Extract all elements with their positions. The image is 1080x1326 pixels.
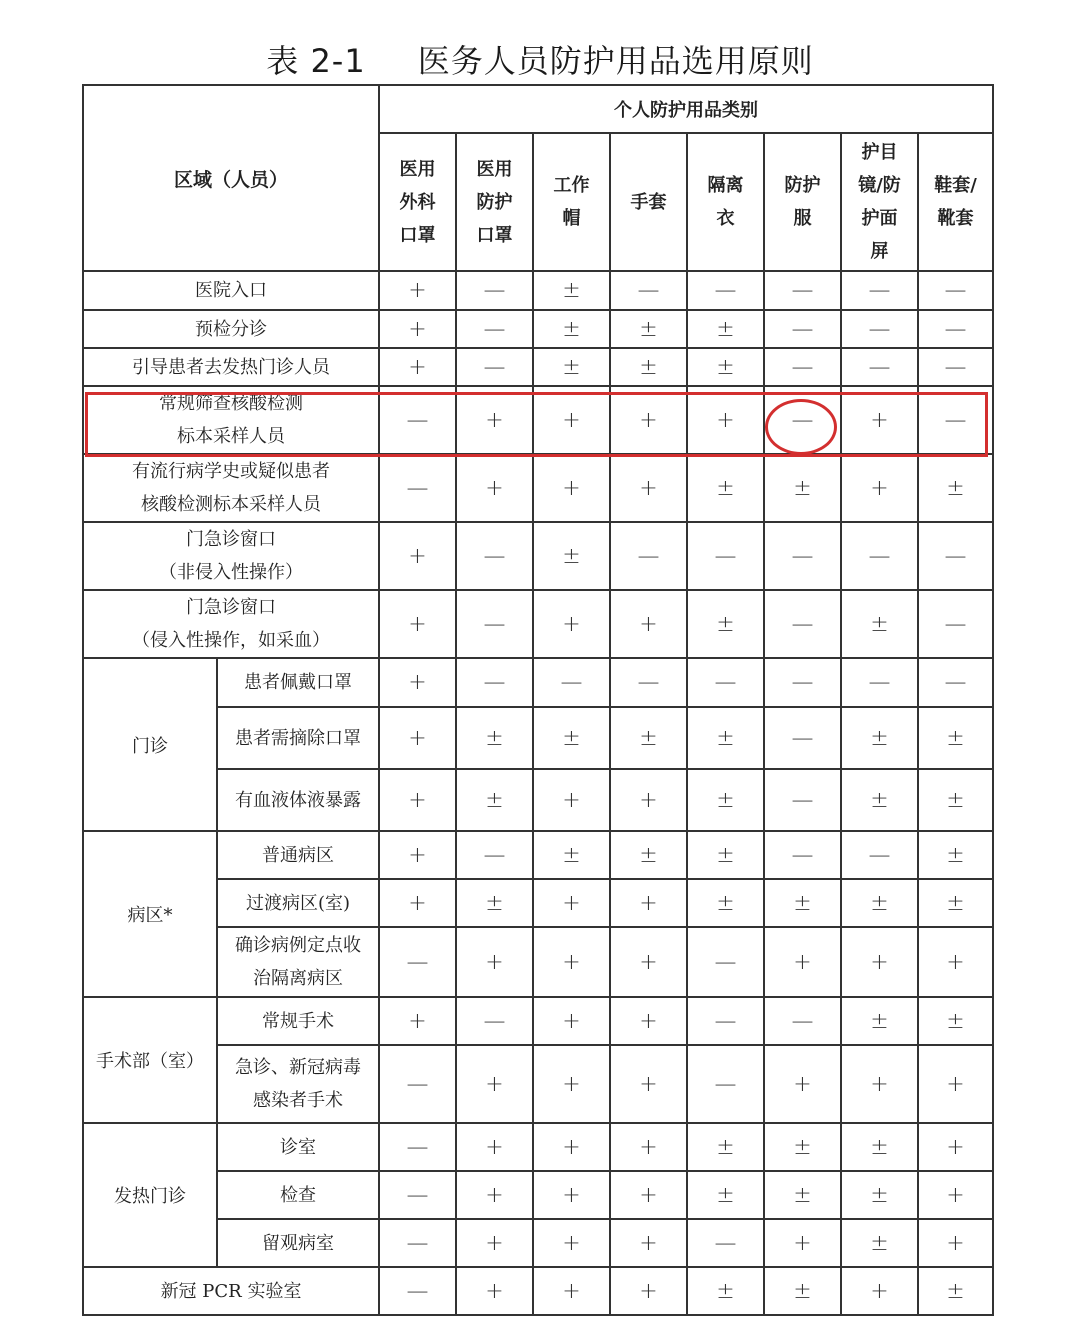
mark-cell: +: [533, 927, 610, 997]
mark-cell: —: [918, 522, 993, 590]
mark-cell: +: [918, 1123, 993, 1171]
text-line: 感染者手术: [253, 1090, 343, 1111]
table-row: [83, 1123, 993, 1171]
column-header: 隔离衣: [687, 133, 764, 271]
mark-cell: +: [610, 590, 687, 658]
mark-cell: ±: [456, 769, 533, 831]
group-label-cell: 发热门诊: [83, 1123, 217, 1267]
mark-cell: +: [610, 454, 687, 522]
text-line: 门急诊窗口: [186, 529, 276, 550]
mark-cell: —: [764, 522, 841, 590]
mark-cell: ±: [533, 522, 610, 590]
mark-cell: ±: [687, 454, 764, 522]
mark-cell: —: [687, 522, 764, 590]
mark-cell: ±: [841, 707, 918, 769]
table-row: [83, 1171, 993, 1219]
table-title-text: 医务人员防护用品选用原则: [417, 42, 814, 80]
area-cell: 新冠 PCR 实验室: [83, 1267, 379, 1315]
text-line: 标本采样人员: [177, 426, 285, 447]
mark-cell: ±: [841, 1123, 918, 1171]
mark-cell: +: [533, 997, 610, 1045]
table-row: [83, 310, 993, 348]
mark-cell: ±: [841, 1219, 918, 1267]
mark-cell: —: [841, 271, 918, 310]
mark-cell: +: [918, 1219, 993, 1267]
mark-cell: —: [841, 310, 918, 348]
sub-area-cell: [217, 1045, 379, 1123]
mark-cell: —: [687, 927, 764, 997]
sub-area-cell: 检查: [217, 1171, 379, 1219]
mark-cell: +: [610, 1171, 687, 1219]
mark-cell: +: [456, 1267, 533, 1315]
mark-cell: +: [841, 1045, 918, 1123]
mark-cell: ±: [841, 997, 918, 1045]
mark-cell: +: [610, 1045, 687, 1123]
mark-cell: ±: [687, 310, 764, 348]
mark-cell: +: [610, 879, 687, 927]
mark-cell: —: [764, 769, 841, 831]
mark-cell: +: [533, 769, 610, 831]
text-line: 有流行病学史或疑似患者: [132, 461, 330, 482]
mark-cell: +: [533, 1045, 610, 1123]
area-cell: [83, 590, 379, 658]
sub-area-cell: 普通病区: [217, 831, 379, 879]
mark-cell: +: [456, 927, 533, 997]
area-cell: 医院入口: [83, 271, 379, 310]
mark-cell: —: [764, 658, 841, 707]
mark-cell: —: [687, 1219, 764, 1267]
column-header: 工作帽: [533, 133, 610, 271]
sub-area-cell: 留观病室: [217, 1219, 379, 1267]
mark-cell: ±: [764, 879, 841, 927]
mark-cell: ±: [533, 831, 610, 879]
mark-cell: +: [456, 386, 533, 454]
page-title: [0, 36, 1080, 82]
mark-cell: —: [687, 1045, 764, 1123]
mark-cell: ±: [610, 348, 687, 386]
mark-cell: +: [456, 1123, 533, 1171]
column-header: 手套: [610, 133, 687, 271]
ppe-table: [82, 84, 994, 1316]
mark-cell: ±: [687, 879, 764, 927]
mark-cell: ±: [687, 831, 764, 879]
mark-cell: ±: [841, 1171, 918, 1219]
table-row: [83, 386, 993, 454]
mark-cell: +: [764, 1219, 841, 1267]
mark-cell: —: [379, 1123, 456, 1171]
table-row: [83, 1219, 993, 1267]
mark-cell: —: [379, 1045, 456, 1123]
mark-cell: —: [918, 386, 993, 454]
mark-cell: +: [533, 1123, 610, 1171]
mark-cell: —: [379, 1171, 456, 1219]
mark-cell: —: [764, 831, 841, 879]
group-label-cell: 病区*: [83, 831, 217, 997]
mark-cell: —: [764, 707, 841, 769]
table-row: [83, 1045, 993, 1123]
mark-cell: +: [687, 386, 764, 454]
mark-cell: +: [918, 927, 993, 997]
mark-cell: +: [610, 927, 687, 997]
mark-cell: ±: [533, 271, 610, 310]
mark-cell: ±: [918, 707, 993, 769]
column-header: 鞋套/靴套: [918, 133, 993, 271]
table-row: [83, 927, 993, 997]
mark-cell: +: [379, 522, 456, 590]
column-header: 医用外科口罩: [379, 133, 456, 271]
text-line: （非侵入性操作）: [159, 562, 303, 583]
mark-cell: +: [610, 769, 687, 831]
mark-cell: +: [456, 454, 533, 522]
mark-cell: —: [687, 271, 764, 310]
group-label-cell: 门诊: [83, 658, 217, 831]
mark-cell: +: [379, 707, 456, 769]
mark-cell: ±: [764, 454, 841, 522]
mark-cell: —: [918, 310, 993, 348]
mark-cell: —: [379, 1219, 456, 1267]
mark-cell: —: [379, 454, 456, 522]
sub-area-cell: 有血液体液暴露: [217, 769, 379, 831]
mark-cell: —: [456, 997, 533, 1045]
mark-cell: +: [918, 1045, 993, 1123]
mark-cell: +: [533, 1267, 610, 1315]
mark-cell: ±: [687, 348, 764, 386]
sub-area-cell: 过渡病区(室): [217, 879, 379, 927]
mark-cell: ±: [533, 310, 610, 348]
mark-cell: +: [456, 1219, 533, 1267]
area-cell: [83, 386, 379, 454]
mark-cell: +: [841, 386, 918, 454]
mark-cell: +: [379, 831, 456, 879]
mark-cell: ±: [687, 707, 764, 769]
mark-cell: +: [379, 658, 456, 707]
mark-cell: —: [841, 658, 918, 707]
mark-cell: ±: [533, 348, 610, 386]
table-row: [83, 1267, 993, 1315]
mark-cell: ±: [610, 707, 687, 769]
mark-cell: —: [687, 658, 764, 707]
text-line: 门急诊窗口: [186, 597, 276, 618]
mark-cell: —: [456, 348, 533, 386]
mark-cell: ±: [918, 879, 993, 927]
mark-cell: ±: [687, 769, 764, 831]
area-cell: [83, 522, 379, 590]
text-line: 治隔离病区: [253, 968, 343, 989]
mark-cell: ±: [456, 879, 533, 927]
mark-cell: ±: [918, 1267, 993, 1315]
mark-cell: ±: [764, 1123, 841, 1171]
mark-cell: +: [533, 454, 610, 522]
mark-cell: —: [764, 348, 841, 386]
mark-cell: —: [379, 1267, 456, 1315]
table-row: [83, 707, 993, 769]
column-header: 护目镜/防护面屏: [841, 133, 918, 271]
sub-area-cell: 常规手术: [217, 997, 379, 1045]
mark-cell: +: [533, 1219, 610, 1267]
mark-cell: +: [841, 454, 918, 522]
mark-cell: —: [764, 310, 841, 348]
mark-cell: ±: [841, 879, 918, 927]
mark-cell: +: [379, 348, 456, 386]
mark-cell: +: [841, 927, 918, 997]
table-row: [83, 997, 993, 1045]
mark-cell: +: [533, 879, 610, 927]
mark-cell: ±: [533, 707, 610, 769]
mark-cell: +: [533, 1171, 610, 1219]
mark-cell: ±: [918, 831, 993, 879]
mark-cell: —: [918, 590, 993, 658]
mark-cell: —: [918, 271, 993, 310]
mark-cell: +: [764, 1045, 841, 1123]
sub-area-cell: 患者佩戴口罩: [217, 658, 379, 707]
mark-cell: ±: [687, 1123, 764, 1171]
mark-cell: —: [687, 997, 764, 1045]
mark-cell: +: [918, 1171, 993, 1219]
sub-area-cell: 诊室: [217, 1123, 379, 1171]
text-line: 常规筛查核酸检测: [159, 393, 303, 414]
mark-cell: —: [764, 997, 841, 1045]
mark-cell: +: [610, 997, 687, 1045]
text-line: 核酸检测标本采样人员: [141, 494, 321, 515]
mark-cell: ±: [764, 1267, 841, 1315]
mark-cell: —: [456, 310, 533, 348]
mark-cell: +: [533, 386, 610, 454]
mark-cell: —: [764, 386, 841, 454]
mark-cell: —: [841, 522, 918, 590]
mark-cell: —: [764, 271, 841, 310]
mark-cell: ±: [841, 590, 918, 658]
mark-cell: +: [610, 1123, 687, 1171]
mark-cell: ±: [918, 454, 993, 522]
mark-cell: ±: [456, 707, 533, 769]
area-cell: 预检分诊: [83, 310, 379, 348]
mark-cell: +: [379, 590, 456, 658]
mark-cell: —: [841, 831, 918, 879]
mark-cell: —: [610, 658, 687, 707]
mark-cell: —: [610, 271, 687, 310]
area-cell: 引导患者去发热门诊人员: [83, 348, 379, 386]
mark-cell: ±: [687, 590, 764, 658]
mark-cell: —: [764, 590, 841, 658]
mark-cell: —: [456, 831, 533, 879]
table-row: [83, 831, 993, 879]
table-row: [83, 879, 993, 927]
mark-cell: +: [379, 310, 456, 348]
text-line: 确诊病例定点收: [235, 935, 361, 956]
mark-cell: ±: [687, 1267, 764, 1315]
table-row: [83, 454, 993, 522]
column-header: 医用防护口罩: [456, 133, 533, 271]
table-row: [83, 348, 993, 386]
table-row: [83, 522, 993, 590]
mark-cell: +: [379, 271, 456, 310]
mark-cell: ±: [918, 769, 993, 831]
mark-cell: ±: [918, 997, 993, 1045]
mark-cell: —: [379, 927, 456, 997]
mark-cell: —: [918, 658, 993, 707]
table-row: [83, 769, 993, 831]
region-header: 区域（人员）: [83, 85, 379, 271]
mark-cell: —: [456, 658, 533, 707]
table-body: [83, 271, 993, 1315]
mark-cell: +: [841, 1267, 918, 1315]
column-header: 防护服: [764, 133, 841, 271]
table-number: 表 2-1: [266, 42, 366, 80]
group-label-cell: 手术部（室）: [83, 997, 217, 1123]
mark-cell: ±: [610, 310, 687, 348]
mark-cell: —: [533, 658, 610, 707]
table-row: [83, 271, 993, 310]
mark-cell: +: [764, 927, 841, 997]
mark-cell: +: [456, 1045, 533, 1123]
sub-area-cell: 患者需摘除口罩: [217, 707, 379, 769]
text-line: 急诊、新冠病毒: [235, 1057, 361, 1078]
table-row: [83, 590, 993, 658]
table-row: [83, 658, 993, 707]
mark-cell: ±: [687, 1171, 764, 1219]
mark-cell: +: [379, 769, 456, 831]
mark-cell: +: [379, 997, 456, 1045]
area-cell: [83, 454, 379, 522]
mark-cell: —: [610, 522, 687, 590]
mark-cell: —: [841, 348, 918, 386]
mark-cell: +: [379, 879, 456, 927]
mark-cell: —: [456, 590, 533, 658]
sub-area-cell: [217, 927, 379, 997]
mark-cell: ±: [764, 1171, 841, 1219]
mark-cell: +: [610, 1267, 687, 1315]
mark-cell: —: [918, 348, 993, 386]
mark-cell: +: [456, 1171, 533, 1219]
mark-cell: +: [610, 1219, 687, 1267]
mark-cell: +: [610, 386, 687, 454]
mark-cell: —: [379, 386, 456, 454]
mark-cell: ±: [841, 769, 918, 831]
mark-cell: —: [456, 522, 533, 590]
ppe-category-header: 个人防护用品类别: [379, 85, 993, 133]
text-line: （侵入性操作，如采血）: [132, 630, 330, 651]
mark-cell: +: [533, 590, 610, 658]
mark-cell: —: [456, 271, 533, 310]
mark-cell: ±: [610, 831, 687, 879]
